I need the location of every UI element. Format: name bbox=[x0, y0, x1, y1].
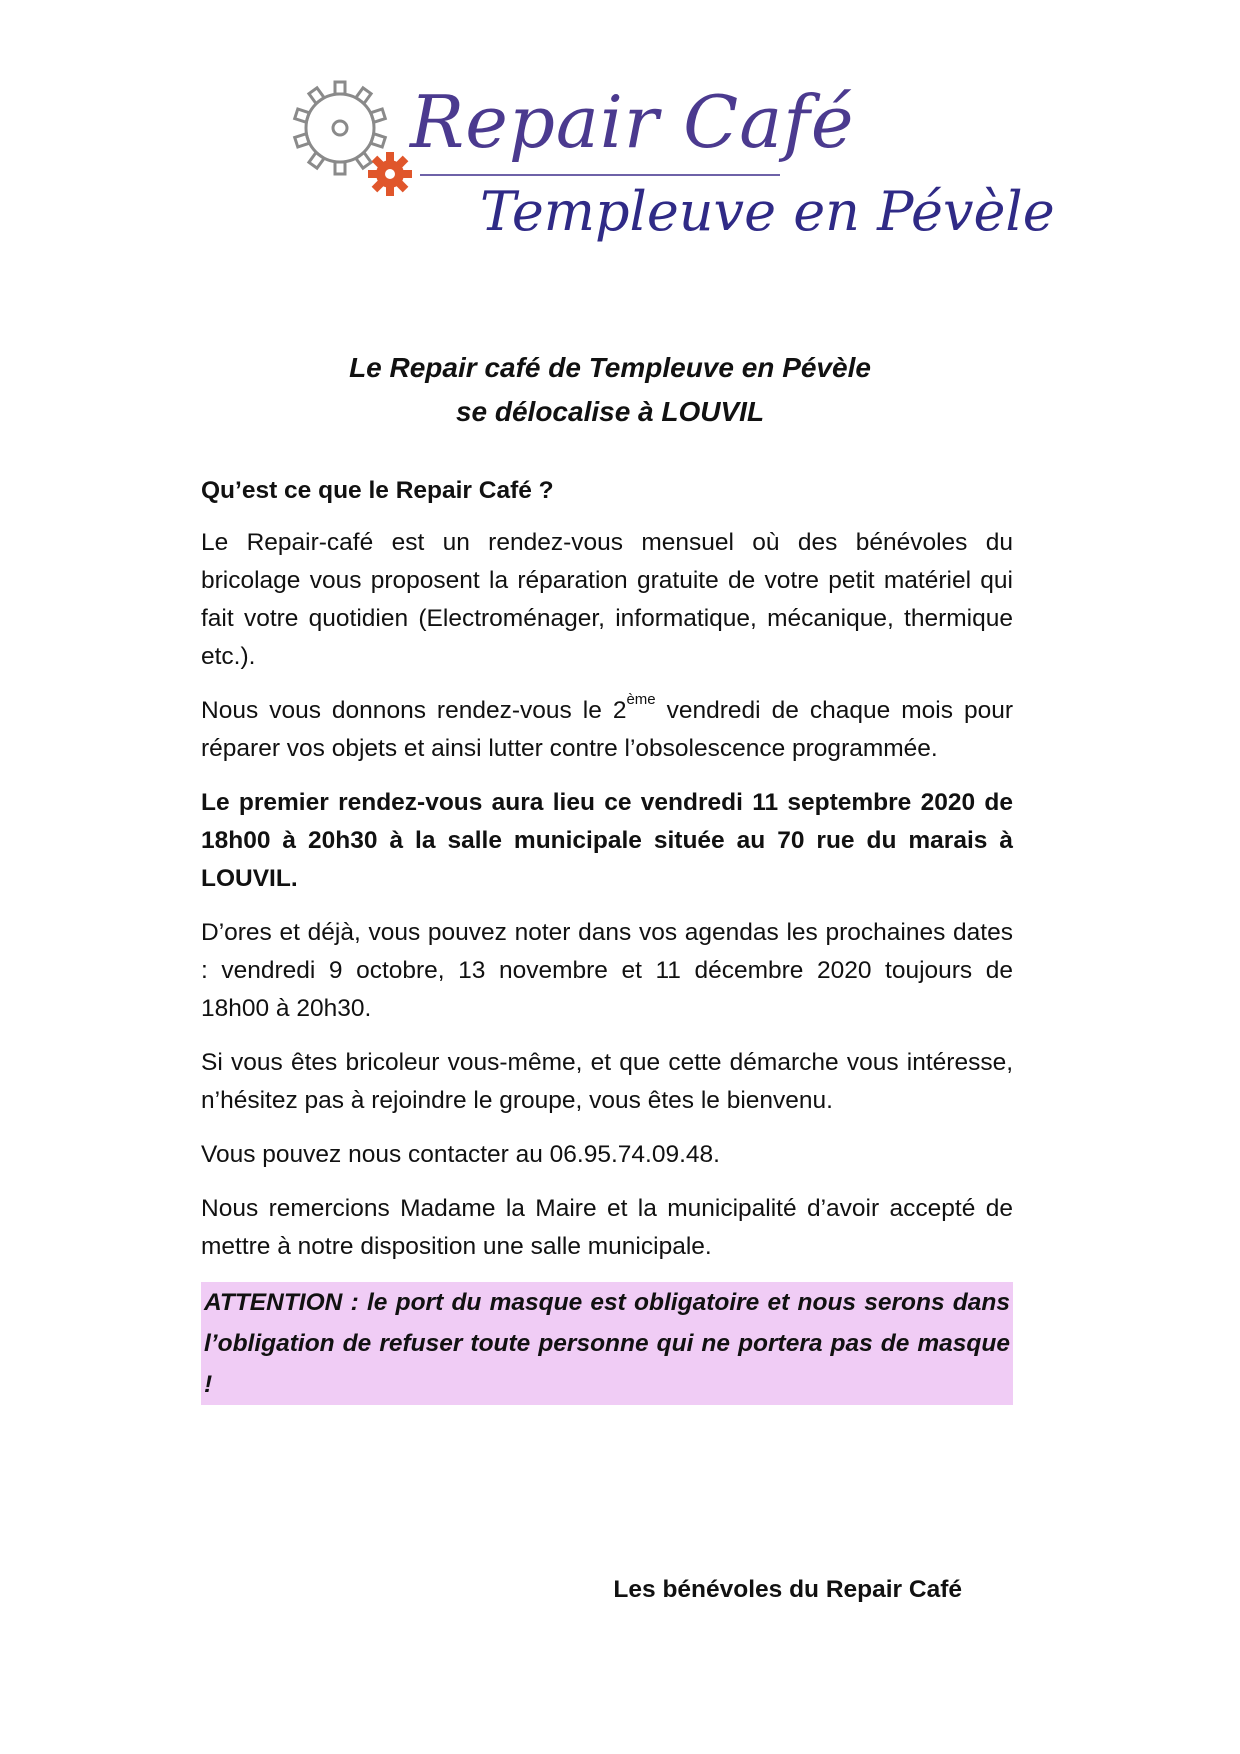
section-heading: Qu’est ce que le Repair Café ? bbox=[201, 477, 554, 504]
ordinal-suffix: ème bbox=[626, 691, 656, 708]
schedule-text-end: vendredi de chaque mois pour réparer vos objets et ainsi lutter contre l’obsolescence programmée. bbox=[201, 697, 1013, 762]
logo-divider bbox=[420, 174, 780, 176]
paragraph-contact: Vous pouvez nous contacter au 06.95.74.09.48. bbox=[201, 1141, 720, 1168]
logo-subtitle: Templeuve en Pévèle bbox=[480, 180, 1055, 243]
paragraph-next-dates: D’ores et déjà, vous pouvez noter dans vos agendas les prochaines dates : vendredi 9 octobre, 13 novembre et 11 décembre 2020 toujours de 18h00 à 20h30. bbox=[201, 919, 1013, 1022]
attention-notice: ATTENTION : le port du masque est obligatoire et nous serons dans l’obligation de refuser toute personne qui ne portera pas de masque ! bbox=[201, 1282, 1013, 1405]
paragraph-thanks: Nous remercions Madame la Maire et la municipalité d’avoir accepté de mettre à notre disposition une salle municipale. bbox=[201, 1195, 1013, 1260]
schedule-text-start: Nous vous donnons rendez-vous le 2 bbox=[201, 697, 627, 724]
gears-icon bbox=[290, 70, 430, 220]
paragraph-first-meeting: Le premier rendez-vous aura lieu ce vendredi 11 septembre 2020 de 18h00 à 20h30 à la salle municipale située au 70 rue du marais à LOUVIL. bbox=[201, 789, 1013, 892]
page-title bbox=[200, 346, 1020, 434]
body-text bbox=[201, 472, 1013, 1421]
paragraph-schedule bbox=[201, 692, 1013, 768]
title-line-1: Le Repair café de Templeuve en Pévèle bbox=[349, 352, 871, 383]
signature: Les bénévoles du Repair Café bbox=[613, 1576, 962, 1603]
logo-title: Repair Café bbox=[410, 80, 855, 164]
title-line-2: se délocalise à LOUVIL bbox=[455, 396, 765, 427]
repair-cafe-logo bbox=[290, 70, 1055, 280]
paragraph-volunteers: Si vous êtes bricoleur vous-même, et que cette démarche vous intéresse, n’hésitez pas à rejoindre le groupe, vous êtes le bienvenu. bbox=[201, 1049, 1013, 1114]
paragraph-intro: Le Repair-café est un rendez-vous mensuel où des bénévoles du bricolage vous proposent la réparation gratuite de votre petit matériel qui fait votre quotidien (Electroménager, informatique, mécanique, thermique etc.). bbox=[201, 529, 1013, 670]
